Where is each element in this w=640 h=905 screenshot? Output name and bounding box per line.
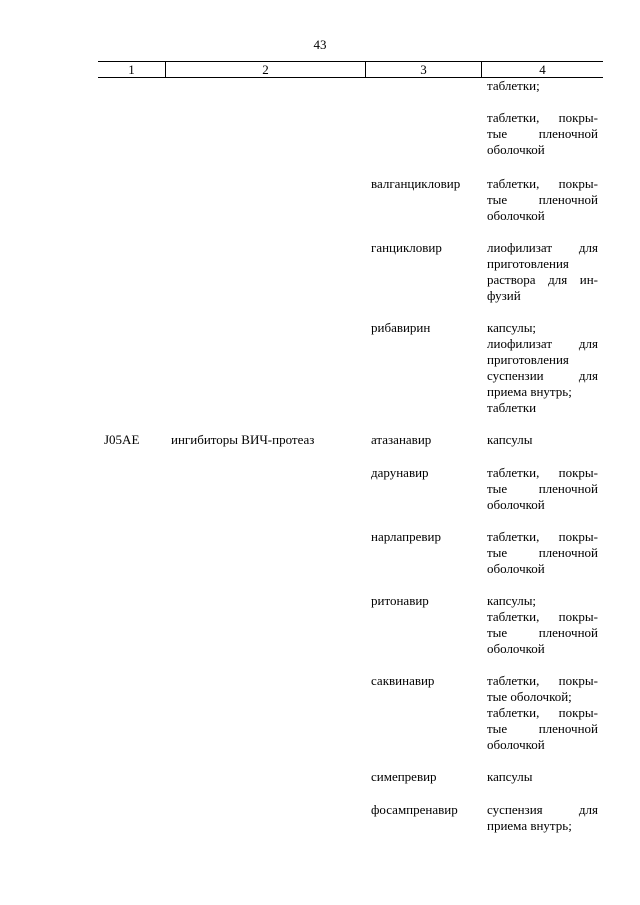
drug-name: валганцикловир: [371, 176, 461, 191]
form-line: тые пленочной: [487, 545, 598, 560]
form-line: лиофилизат для: [487, 240, 598, 255]
form-line: оболочкой: [487, 497, 545, 512]
form-line: фузий: [487, 288, 521, 303]
table-header-row: [98, 61, 603, 78]
form-line: капсулы;: [487, 593, 537, 608]
form-line: таблетки, покры-: [487, 705, 598, 720]
form-line: таблетки;: [487, 78, 540, 93]
drug-name: ритонавир: [371, 593, 429, 608]
form-line: тые пленочной: [487, 126, 598, 141]
form-line: приготовления: [487, 352, 569, 367]
group-name: ингибиторы ВИЧ-протеаз: [171, 432, 315, 447]
drug-name: нарлапревир: [371, 529, 441, 544]
form-line: оболочкой: [487, 561, 545, 576]
drug-name: фосампренавир: [371, 802, 458, 817]
atc-code: J05AE: [104, 432, 140, 447]
form-line: таблетки, покры-: [487, 673, 598, 688]
drug-name: дарунавир: [371, 465, 429, 480]
drug-name: ганцикловир: [371, 240, 442, 255]
form-line: тые пленочной: [487, 721, 598, 736]
page-number: 43: [313, 37, 327, 52]
form-line: тые пленочной: [487, 481, 598, 496]
form-line: оболочкой: [487, 641, 545, 656]
form-line: оболочкой: [487, 737, 545, 752]
form-line: приема внутрь;: [487, 818, 572, 833]
form-line: тые оболочкой;: [487, 689, 572, 704]
form-line: оболочкой: [487, 142, 545, 157]
drug-name: симепревир: [371, 769, 437, 784]
form-line: тые пленочной: [487, 625, 598, 640]
form-line: таблетки: [487, 400, 537, 415]
form-line: суспензии для: [487, 368, 598, 383]
drug-name: атазанавир: [371, 432, 432, 447]
form-line: таблетки, покры-: [487, 110, 598, 125]
form-line: капсулы: [487, 432, 533, 447]
form-line: капсулы;: [487, 320, 537, 335]
column-header-2: 2: [165, 62, 365, 77]
form-line: приготовления: [487, 256, 569, 271]
form-line: лиофилизат для: [487, 336, 598, 351]
form-line: таблетки, покры-: [487, 609, 598, 624]
form-line: таблетки, покры-: [487, 465, 598, 480]
form-line: тые пленочной: [487, 192, 598, 207]
column-header-1: 1: [128, 62, 135, 77]
form-line: приема внутрь;: [487, 384, 572, 399]
form-line: таблетки, покры-: [487, 529, 598, 544]
form-line: капсулы: [487, 769, 533, 784]
form-line: раствора для ин-: [487, 272, 598, 287]
form-line: суспензия для: [487, 802, 598, 817]
drug-name: рибавирин: [371, 320, 431, 335]
form-line: таблетки, покры-: [487, 176, 598, 191]
drug-name: саквинавир: [371, 673, 435, 688]
column-header-3: 3: [365, 62, 481, 77]
column-header-4: 4: [481, 62, 603, 77]
form-line: оболочкой: [487, 208, 545, 223]
